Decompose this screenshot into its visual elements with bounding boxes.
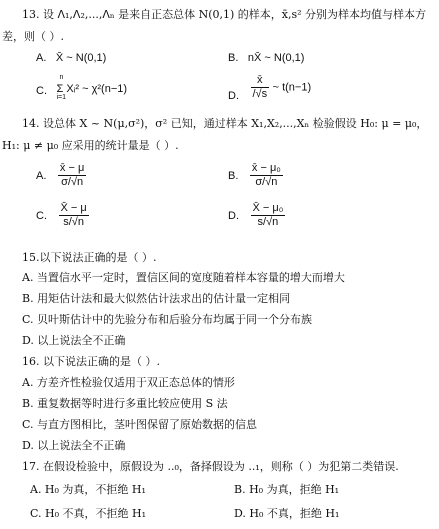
q13-option-b-expr: nX̄ ~ N(0,1): [247, 52, 305, 64]
q14-option-a-fraction: [58, 162, 86, 189]
q14-option-c-denominator: s/√n: [63, 216, 84, 228]
q16-stem: 16. 以下说法正确的是（ ）.: [22, 355, 160, 368]
q14-option-c-numerator: X̄ − μ: [60, 202, 87, 214]
q17-option-d: D. H₀ 不真，拒绝 H₁: [234, 507, 340, 520]
q14-option-a-denominator: σ/√n: [61, 176, 84, 188]
q14-option-a-letter: A.: [36, 169, 47, 182]
q14-option-b-numerator: x̄ − μ₀: [251, 162, 281, 174]
q14-stem-line2: H₁: μ ≠ μ₀ 应采用的统计量是（ ）.: [2, 139, 179, 152]
q13-option-c-sum-bottom: i=1: [56, 94, 67, 101]
q14-stem-line1: 14. 设总体 X ~ N(μ,σ²)，σ² 已知，通过样本 X₁,X₂,...,Xₙ 检验假设 H₀: μ = μ₀，: [22, 117, 428, 130]
q13-stem-line1: 13. 设 ᐱ₁,ᐱ₂,...,ᐱₙ 是来自正态总体 N(0,1) 的样本，x̄,s² 分别为样本均值与样本方: [22, 8, 427, 21]
q15-option-b: B. 用矩估计法和最大似然估计法求出的估计量一定相同: [22, 292, 291, 305]
q13-option-b-letter: B.: [228, 52, 239, 64]
q14-option-c: [36, 202, 89, 229]
q13-option-d-numerator: x̄: [251, 74, 270, 88]
q15-option-c: C. 贝叶斯估计中的先验分布和后验分布均属于同一个分布族: [22, 313, 313, 326]
q13-option-a-letter: A.: [36, 52, 47, 64]
q14-option-c-letter: C.: [36, 209, 47, 222]
q16-option-c: C. 与直方图相比，茎叶图保留了原始数据的信息: [22, 418, 258, 431]
q14-option-b-letter: B.: [228, 169, 239, 182]
q13-option-d: [228, 74, 311, 101]
q17-option-a: A. H₀ 为真，不拒绝 H₁: [30, 483, 146, 496]
q14-option-b: [228, 162, 283, 189]
q15-stem: 15.以下说法正确的是（ ）.: [22, 251, 157, 264]
q14-option-d: [228, 202, 285, 229]
q13-option-d-tail: ~ t(n−1): [272, 81, 312, 94]
q13-option-c-letter: C.: [36, 85, 47, 97]
q13-option-a: [36, 51, 106, 64]
q13-option-a-expr: X̄ ~ N(0,1): [55, 52, 107, 64]
q14-option-d-numerator: X̄ − μ₀: [252, 202, 284, 214]
q16-option-b: B. 重复数据等时进行多重比较应使用 S 法: [22, 397, 228, 410]
q14-option-d-fraction: [251, 202, 286, 229]
q13-option-d-fraction: [251, 74, 270, 101]
q14-option-a-numerator: x̄ − μ: [59, 162, 85, 174]
q14-option-b-denominator: σ/√n: [255, 176, 278, 188]
q13-option-b: [228, 51, 304, 64]
q13-stem-line2: 差，则（ ）.: [2, 30, 64, 43]
q13-option-d-denominator: /√s: [252, 88, 268, 100]
q14-option-d-letter: D.: [228, 209, 239, 222]
q16-option-a: A. 方差齐性检验仅适用于双正态总体的情形: [22, 376, 235, 389]
q17-option-b: B. H₀ 为真，拒绝 H₁: [234, 483, 340, 496]
q14-option-b-fraction: [250, 162, 283, 189]
q13-option-c: [36, 76, 145, 104]
q13-option-c-expr: Σ Xᵢ² ~ χ²(n−1): [56, 83, 128, 95]
q13-option-d-letter: D.: [228, 89, 239, 102]
q17-option-c: C. H₀ 不真，不拒绝 H₁: [30, 507, 147, 520]
q13-option-c-sum-top: n: [59, 74, 64, 81]
q15-option-a: A. 当置信水平一定时，置信区间的宽度随着样本容量的增大而增大: [22, 271, 345, 284]
q15-option-d: D. 以上说法全不正确: [22, 334, 126, 347]
q16-option-d: D. 以上说法全不正确: [22, 439, 126, 452]
q14-option-c-fraction: [59, 202, 89, 229]
q14-option-d-denominator: s/√n: [257, 216, 279, 228]
q17-stem: 17. 在假设检验中，原假设为 ..₀，备择假设为 ..₁，则称（ ）为犯第二类错误.: [22, 460, 399, 473]
q14-option-a: [36, 162, 86, 189]
